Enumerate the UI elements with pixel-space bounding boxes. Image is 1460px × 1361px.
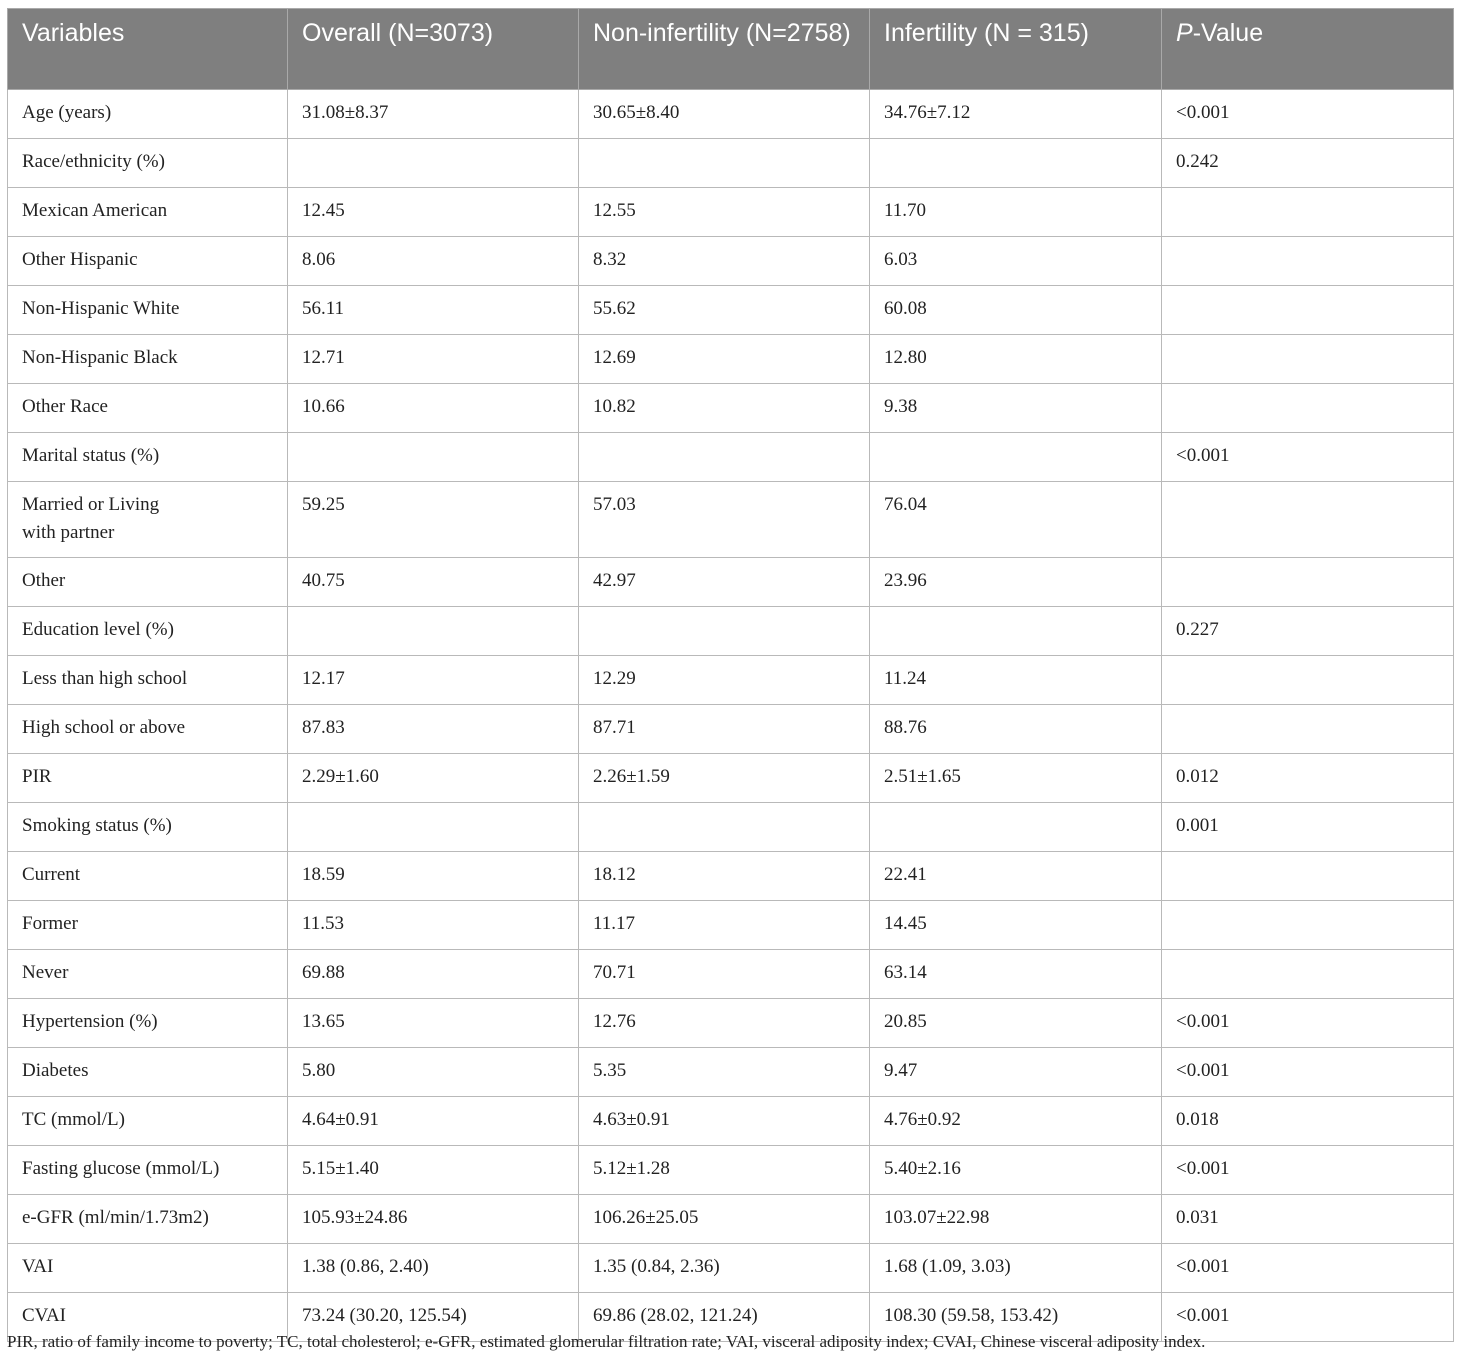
table-row	[8, 188, 1454, 237]
cell-p-value	[1162, 188, 1454, 237]
cell-variable: Never	[8, 950, 288, 999]
cell-non-infertility: 12.76	[579, 999, 870, 1048]
table-row	[8, 1195, 1454, 1244]
cell-overall	[288, 803, 579, 852]
cell-p-value	[1162, 950, 1454, 999]
cell-non-infertility	[579, 607, 870, 656]
cell-infertility: 103.07±22.98	[870, 1195, 1162, 1244]
cell-p-value: <0.001	[1162, 1293, 1454, 1342]
cell-p-value: 0.227	[1162, 607, 1454, 656]
cell-p-value	[1162, 852, 1454, 901]
cell-p-value: 0.012	[1162, 754, 1454, 803]
cell-overall: 18.59	[288, 852, 579, 901]
table-row	[8, 852, 1454, 901]
table-row	[8, 754, 1454, 803]
table-row	[8, 90, 1454, 139]
cell-non-infertility: 10.82	[579, 384, 870, 433]
cell-non-infertility: 42.97	[579, 558, 870, 607]
cell-p-value: <0.001	[1162, 1048, 1454, 1097]
cell-non-infertility: 57.03	[579, 482, 870, 558]
table-row	[8, 950, 1454, 999]
cell-infertility: 11.70	[870, 188, 1162, 237]
table-row	[8, 335, 1454, 384]
header-non-infertility: Non-infertility (N=2758)	[579, 9, 870, 90]
table-header	[8, 9, 1454, 90]
cell-non-infertility: 2.26±1.59	[579, 754, 870, 803]
cell-overall: 1.38 (0.86, 2.40)	[288, 1244, 579, 1293]
cell-variable: Married or Living with partner	[8, 482, 288, 558]
cell-overall: 40.75	[288, 558, 579, 607]
table-row	[8, 999, 1454, 1048]
cell-non-infertility: 11.17	[579, 901, 870, 950]
cell-variable: e-GFR (ml/min/1.73m2)	[8, 1195, 288, 1244]
cell-non-infertility: 18.12	[579, 852, 870, 901]
cell-overall: 31.08±8.37	[288, 90, 579, 139]
cell-p-value: 0.031	[1162, 1195, 1454, 1244]
cell-non-infertility: 1.35 (0.84, 2.36)	[579, 1244, 870, 1293]
header-overall: Overall (N=3073)	[288, 9, 579, 90]
table-row	[8, 1048, 1454, 1097]
cell-p-value: <0.001	[1162, 1244, 1454, 1293]
cell-non-infertility	[579, 433, 870, 482]
cell-variable: High school or above	[8, 705, 288, 754]
cell-p-value	[1162, 286, 1454, 335]
cell-non-infertility: 8.32	[579, 237, 870, 286]
cell-overall: 10.66	[288, 384, 579, 433]
cell-infertility: 1.68 (1.09, 3.03)	[870, 1244, 1162, 1293]
cell-variable: Marital status (%)	[8, 433, 288, 482]
cell-non-infertility: 5.12±1.28	[579, 1146, 870, 1195]
cell-overall: 2.29±1.60	[288, 754, 579, 803]
table-row	[8, 1244, 1454, 1293]
table-row	[8, 237, 1454, 286]
cell-infertility: 60.08	[870, 286, 1162, 335]
cell-variable: Former	[8, 901, 288, 950]
cell-non-infertility: 106.26±25.05	[579, 1195, 870, 1244]
table-body	[8, 90, 1454, 1342]
cell-p-value	[1162, 705, 1454, 754]
cell-overall: 13.65	[288, 999, 579, 1048]
cell-non-infertility: 12.69	[579, 335, 870, 384]
cell-variable: Other Hispanic	[8, 237, 288, 286]
cell-variable: Non-Hispanic Black	[8, 335, 288, 384]
cell-variable: PIR	[8, 754, 288, 803]
cell-overall: 56.11	[288, 286, 579, 335]
cell-variable: Hypertension (%)	[8, 999, 288, 1048]
cell-p-value	[1162, 656, 1454, 705]
table-row	[8, 139, 1454, 188]
cell-p-value: <0.001	[1162, 90, 1454, 139]
cell-p-value: <0.001	[1162, 433, 1454, 482]
cell-infertility: 6.03	[870, 237, 1162, 286]
table-row	[8, 1146, 1454, 1195]
cell-variable: TC (mmol/L)	[8, 1097, 288, 1146]
cell-non-infertility: 4.63±0.91	[579, 1097, 870, 1146]
cell-overall: 11.53	[288, 901, 579, 950]
table-row	[8, 482, 1454, 558]
cell-infertility: 108.30 (59.58, 153.42)	[870, 1293, 1162, 1342]
baseline-characteristics-table-container	[7, 8, 1453, 1342]
cell-non-infertility: 87.71	[579, 705, 870, 754]
cell-variable: Other Race	[8, 384, 288, 433]
cell-infertility: 5.40±2.16	[870, 1146, 1162, 1195]
cell-non-infertility: 30.65±8.40	[579, 90, 870, 139]
cell-infertility	[870, 139, 1162, 188]
cell-p-value: <0.001	[1162, 1146, 1454, 1195]
cell-variable: Non-Hispanic White	[8, 286, 288, 335]
cell-infertility: 88.76	[870, 705, 1162, 754]
cell-infertility: 2.51±1.65	[870, 754, 1162, 803]
cell-overall	[288, 433, 579, 482]
cell-p-value	[1162, 482, 1454, 558]
cell-p-value: 0.001	[1162, 803, 1454, 852]
cell-p-value: <0.001	[1162, 999, 1454, 1048]
cell-variable: VAI	[8, 1244, 288, 1293]
cell-variable: Mexican American	[8, 188, 288, 237]
cell-p-value	[1162, 237, 1454, 286]
cell-variable: Age (years)	[8, 90, 288, 139]
header-p-value	[1162, 9, 1454, 90]
cell-p-value	[1162, 901, 1454, 950]
cell-infertility: 14.45	[870, 901, 1162, 950]
cell-infertility: 9.38	[870, 384, 1162, 433]
cell-infertility: 23.96	[870, 558, 1162, 607]
cell-variable: Race/ethnicity (%)	[8, 139, 288, 188]
cell-overall: 73.24 (30.20, 125.54)	[288, 1293, 579, 1342]
cell-infertility: 76.04	[870, 482, 1162, 558]
table-row	[8, 901, 1454, 950]
cell-variable: CVAI	[8, 1293, 288, 1342]
cell-overall: 5.15±1.40	[288, 1146, 579, 1195]
cell-infertility: 4.76±0.92	[870, 1097, 1162, 1146]
cell-infertility	[870, 803, 1162, 852]
cell-variable: Current	[8, 852, 288, 901]
cell-overall: 12.45	[288, 188, 579, 237]
cell-non-infertility: 69.86 (28.02, 121.24)	[579, 1293, 870, 1342]
header-p-italic: P	[1176, 19, 1193, 47]
table-footnote: PIR, ratio of family income to poverty; TC, total cholesterol; e-GFR, estimated glomerular filtration rate; VAI, visceral adiposity index; CVAI, Chinese visceral adiposity index.	[7, 1332, 1206, 1351]
cell-infertility: 22.41	[870, 852, 1162, 901]
cell-infertility	[870, 433, 1162, 482]
cell-infertility: 34.76±7.12	[870, 90, 1162, 139]
cell-overall	[288, 139, 579, 188]
cell-overall: 12.71	[288, 335, 579, 384]
cell-overall: 69.88	[288, 950, 579, 999]
cell-variable: Smoking status (%)	[8, 803, 288, 852]
table-row	[8, 433, 1454, 482]
cell-p-value	[1162, 558, 1454, 607]
table-row	[8, 803, 1454, 852]
cell-infertility: 9.47	[870, 1048, 1162, 1097]
cell-p-value	[1162, 384, 1454, 433]
cell-overall: 12.17	[288, 656, 579, 705]
table-row	[8, 705, 1454, 754]
cell-variable: Fasting glucose (mmol/L)	[8, 1146, 288, 1195]
cell-overall: 87.83	[288, 705, 579, 754]
cell-non-infertility	[579, 139, 870, 188]
table-row	[8, 656, 1454, 705]
cell-infertility: 11.24	[870, 656, 1162, 705]
cell-infertility: 63.14	[870, 950, 1162, 999]
cell-overall: 105.93±24.86	[288, 1195, 579, 1244]
cell-p-value: 0.018	[1162, 1097, 1454, 1146]
cell-overall: 4.64±0.91	[288, 1097, 579, 1146]
cell-non-infertility: 5.35	[579, 1048, 870, 1097]
cell-non-infertility	[579, 803, 870, 852]
header-row	[8, 9, 1454, 90]
cell-non-infertility: 55.62	[579, 286, 870, 335]
header-infertility: Infertility (N = 315)	[870, 9, 1162, 90]
cell-non-infertility: 70.71	[579, 950, 870, 999]
table-row	[8, 384, 1454, 433]
cell-variable: Less than high school	[8, 656, 288, 705]
cell-variable: Other	[8, 558, 288, 607]
cell-infertility: 12.80	[870, 335, 1162, 384]
cell-non-infertility: 12.55	[579, 188, 870, 237]
cell-infertility	[870, 607, 1162, 656]
header-p-rest: -Value	[1192, 19, 1264, 47]
cell-overall: 8.06	[288, 237, 579, 286]
table-row	[8, 558, 1454, 607]
cell-infertility: 20.85	[870, 999, 1162, 1048]
cell-variable: Education level (%)	[8, 607, 288, 656]
table-row	[8, 607, 1454, 656]
table-row	[8, 286, 1454, 335]
cell-overall	[288, 607, 579, 656]
table-row	[8, 1097, 1454, 1146]
cell-overall: 59.25	[288, 482, 579, 558]
baseline-characteristics-table	[7, 8, 1454, 1342]
cell-variable: Diabetes	[8, 1048, 288, 1097]
header-variables: Variables	[8, 9, 288, 90]
cell-overall: 5.80	[288, 1048, 579, 1097]
cell-p-value	[1162, 335, 1454, 384]
cell-non-infertility: 12.29	[579, 656, 870, 705]
cell-p-value: 0.242	[1162, 139, 1454, 188]
